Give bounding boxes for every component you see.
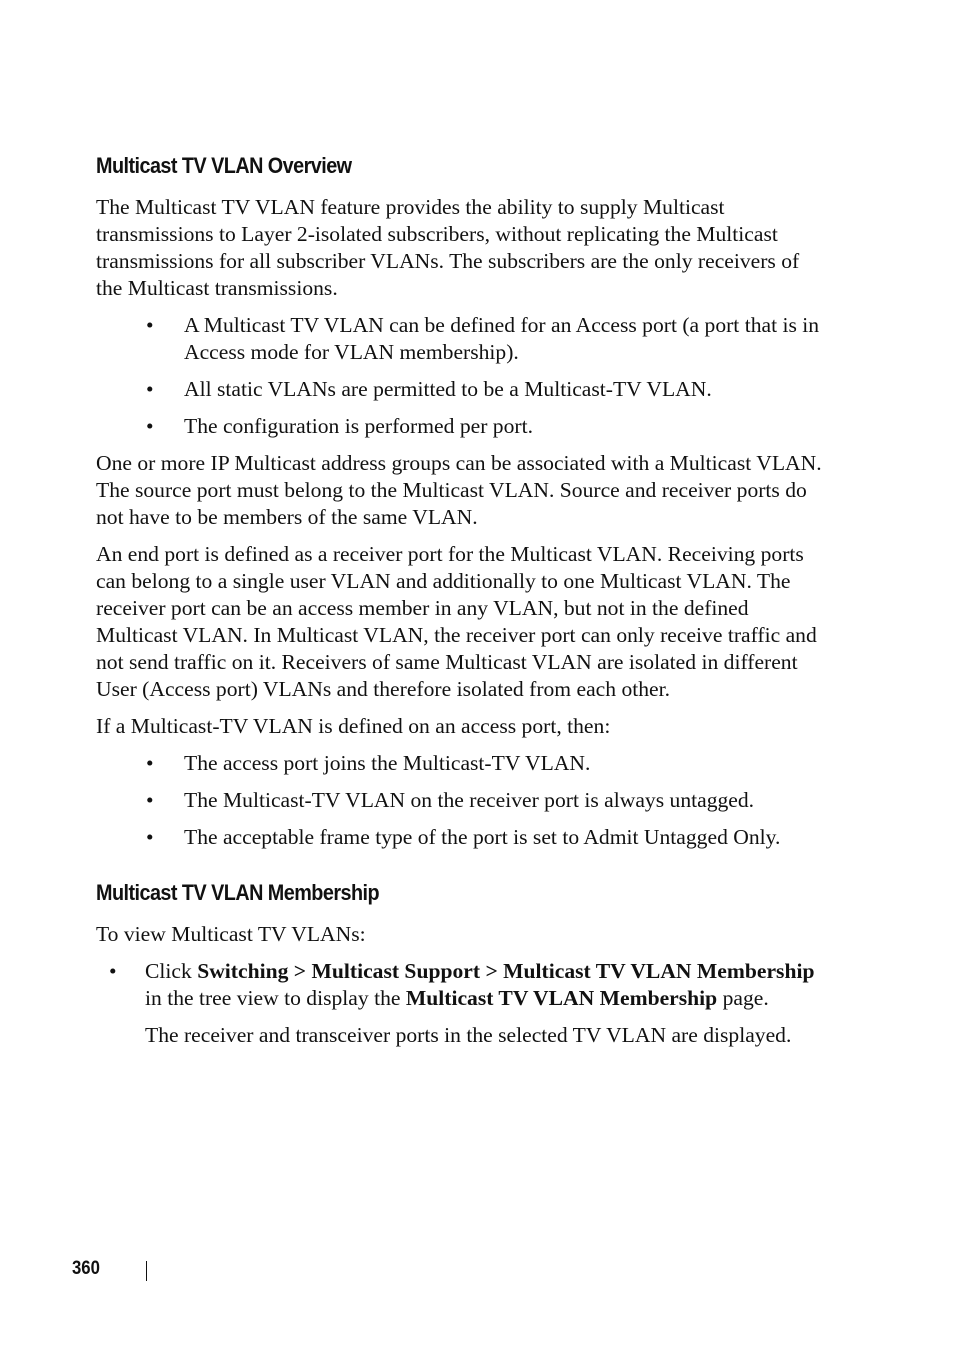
step-result-note: The receiver and transceiver ports in the selected TV VLAN are displayed.: [145, 1023, 792, 1047]
step-item: [96, 958, 826, 1012]
list-item-text: The acceptable frame type of the port is set to Admit Untagged Only.: [184, 825, 781, 849]
section-heading-overview: Multicast TV VLAN Overview: [96, 153, 352, 178]
page-footer: [72, 1256, 104, 1282]
list-item: [96, 376, 826, 403]
list-item: [96, 750, 826, 777]
list-item-text: The configuration is performed per port.: [184, 414, 533, 438]
footer-divider: [146, 1261, 147, 1281]
membership-step-list: [96, 958, 826, 1012]
bullet-icon: •: [146, 788, 154, 812]
bullet-icon: •: [146, 313, 154, 337]
bullet-icon: •: [146, 825, 154, 849]
list-item-text: The access port joins the Multicast-TV VLAN.: [184, 751, 591, 775]
section-heading-membership: Multicast TV VLAN Membership: [96, 880, 380, 905]
bullet-icon: •: [109, 959, 117, 983]
overview-paragraph-access-port: If a Multicast-TV VLAN is defined on an access port, then:: [96, 714, 611, 738]
list-item: [96, 413, 826, 440]
list-item-text: All static VLANs are permitted to be a Multicast-TV VLAN.: [184, 377, 712, 401]
list-item-text: The Multicast-TV VLAN on the receiver port is always untagged.: [184, 788, 755, 812]
list-item: [96, 312, 826, 366]
bullet-icon: •: [146, 751, 154, 775]
step-middle: in the tree view to display the: [145, 986, 406, 1010]
overview-paragraph-receiver: An end port is defined as a receiver port for the Multicast VLAN. Receiving ports can belong to a single user VLAN and additionally to one Multicast VLAN. The receiver port can be an access member in any VLAN, but not in the defined Multicast VLAN. In Multicast VLAN, the receiver port can only receive traffic and not send traffic on it. Receivers of same Multicast VLAN are isolated in different User (Access port) VLANs and therefore isolated from each other.: [96, 542, 817, 701]
page-name: Multicast TV VLAN Membership: [405, 986, 718, 1010]
page-number: 360: [72, 1258, 100, 1279]
overview-bullet-list-2: [96, 750, 826, 851]
step-suffix: page.: [717, 986, 769, 1010]
overview-paragraph-groups: One or more IP Multicast address groups can be associated with a Multicast VLAN. The source port must belong to the Multicast VLAN. Source and receiver ports do not have to be members of the same VLAN.: [96, 451, 822, 529]
step-prefix: Click: [145, 959, 198, 983]
list-item: [96, 787, 826, 814]
bullet-icon: •: [146, 414, 154, 438]
document-page: [96, 148, 826, 1049]
membership-intro-paragraph: To view Multicast TV VLANs:: [96, 922, 366, 946]
overview-intro-paragraph: The Multicast TV VLAN feature provides the ability to supply Multicast transmissions to Layer 2-isolated subscribers, without replicating the Multicast transmissions for all subscriber VLANs. The subscribers are the only receivers of the Multicast transmissions.: [96, 195, 800, 300]
menu-path: Switching > Multicast Support > Multicast TV VLAN Membership: [197, 959, 815, 983]
bullet-icon: •: [146, 377, 154, 401]
overview-bullet-list-1: [96, 312, 826, 440]
list-item-text: A Multicast TV VLAN can be defined for an Access port (a port that is in Access mode for VLAN membership).: [184, 313, 820, 364]
list-item: [96, 824, 826, 851]
